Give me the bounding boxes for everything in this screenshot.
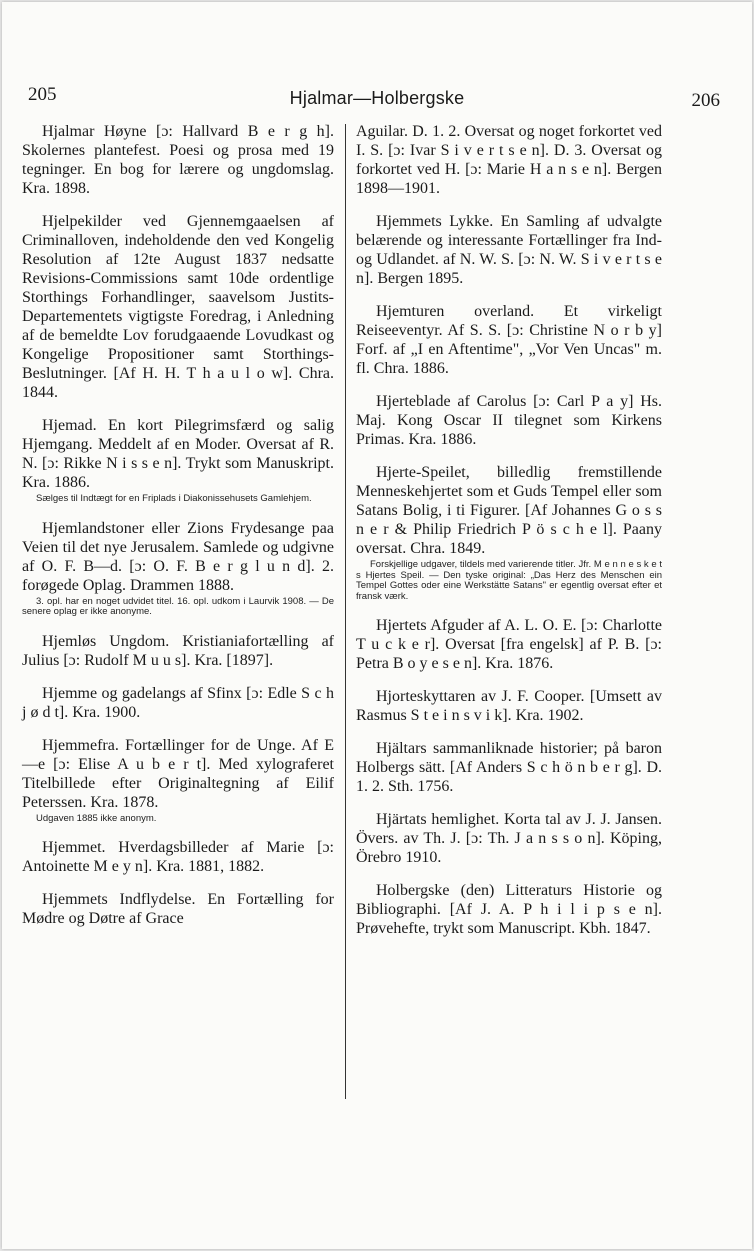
entry: Hjelpekilder ved Gjennemgaaelsen af Criminalloven, indeholdende den ved Kongelig Resolution af 12te August 1837 nedsatte Revisions-Commissions samt 10de ordentlige Storthings Forhandlinger, saavelsom Justits-Departementets vigtigste Foredrag, i Anledning af de bemeldte Lov forudgaaende Lovudkast og Kongelige Propositioner samt Storthings-Beslutninger. [Af H. H. T h a u l o w]. Chra. 1844. <box>22 213 334 401</box>
column-divider <box>345 124 346 1099</box>
entry-note: 3. opl. har en noget udvidet titel. 16. opl. udkom i Laurvik 1908. — De senere oplag er ikke anonyme. <box>22 595 334 617</box>
page-header <box>2 84 752 114</box>
entry: Hjemmets Lykke. En Samling af udvalgte belærende og interessante Fortællinger fra Ind- og Udlandet. af N. W. S. [ɔ: N. W. S i v e r t s e n]. Bergen 1895. <box>356 213 662 287</box>
entry: Hjalmar Høyne [ɔ: Hallvard B e r g h]. Skolernes plantefest. Poesi og prosa med 19 tegninger. En bog for lærere og ungdomslag. Kra. 1898. <box>22 123 334 197</box>
entry: Hjemmet. Hverdagsbilleder af Marie [ɔ: Antoinette M e y n]. Kra. 1881, 1882. <box>22 839 334 875</box>
running-head: Hjalmar—Holbergske <box>289 88 465 108</box>
entry: Holbergske (den) Litteraturs Historie og Bibliographi. [Af J. A. P h i l i p s e n]. Prøvehefte, trykt som Manuscript. Kbh. 1847. <box>356 882 662 937</box>
entry: Hjerteblade af Carolus [ɔ: Carl P a y] Hs. Maj. Kong Oscar II tilegnet som Kirkens Primas. Kra. 1886. <box>356 393 662 448</box>
entry: Hjemløs Ungdom. Kristianiafortælling af Julius [ɔ: Rudolf M u u s]. Kra. [1897]. <box>22 632 334 669</box>
left-column <box>22 122 334 928</box>
entry: Hjemturen overland. Et virkeligt Reiseeventyr. Af S. S. [ɔ: Christine N o r b y] Forf. af „I en Aftentime", „Vor Ven Uncas" m. fl. Chra. 1886. <box>356 303 662 377</box>
entry: Hjertets Afguder af A. L. O. E. [ɔ: Charlotte T u c k e r]. Oversat [fra engelsk] af P. B. [ɔ: Petra B o y e s e n]. Kra. 1876. <box>356 617 662 672</box>
entry-note: Forskjellige udgaver, tildels med varierende titler. Jfr. M e n n e s k e t s Hjertes Speil. — Den tyske original: „Das Herz des Menschen ein Tempel Gottes oder eine Werkstätte Satans" er egentlig oversat efter et fransk værk. <box>356 559 662 602</box>
entry: Hjältars sammanliknade historier; på baron Holbergs sätt. [Af Anders S c h ö n b e r g]. D. 1. 2. Sth. 1756. <box>356 740 662 795</box>
entry: Hjerte-Speilet, billedlig fremstillende Menneskehjertet som et Guds Tempel eller som Satans Bolig, i ti Figurer. [Af Johannes G o s s n e r & Philip Friedrich P ö s c h e l]. Paany oversat. Chra. 1849. <box>356 464 662 557</box>
entry: Hjemmefra. Fortællinger for de Unge. Af E—e [ɔ: Elise A u b e r t]. Med xylograferet Titelbillede efter Originaltegning af Eilif Peterssen. Kra. 1878. <box>22 736 334 811</box>
right-column <box>356 122 662 938</box>
page-number-right: 206 <box>691 90 720 111</box>
entry: Hjemlandstoner eller Zions Frydesange paa Veien til det nye Jerusalem. Samlede og udgivne af O. F. B—d. [ɔ: O. F. B e r g l u n d]. 2. forøgede Oplag. Drammen 1888. <box>22 519 334 594</box>
entry: Hjemad. En kort Pilegrimsfærd og salig Hjemgang. Meddelt af en Moder. Oversat af R. N. [ɔ: Rikke N i s s e n]. Trykt som Manuskript. Kra. 1886. <box>22 417 334 491</box>
entry: Hjorteskyttaren av J. F. Cooper. [Umsett av Rasmus S t e i n s v i k]. Kra. 1902. <box>356 688 662 724</box>
page-number-left: 205 <box>28 84 57 105</box>
entry-continued: Aguilar. D. 1. 2. Oversat og noget forkortet ved I. S. [ɔ: Ivar S i v e r t s e n]. D. 3. Oversat og forkortet ved H. [ɔ: Marie H a n s e n]. Bergen 1898—1901. <box>356 123 662 197</box>
entry-note: Sælges til Indtægt for en Friplads i Diakonissehusets Gamlehjem. <box>36 493 312 504</box>
entry: Hjemme og gadelangs af Sfinx [ɔ: Edle S c h j ø d t]. Kra. 1900. <box>22 684 334 721</box>
book-page <box>2 2 752 1249</box>
entry-note: Udgaven 1885 ikke anonym. <box>36 812 157 824</box>
entry: Hjemmets Indflydelse. En Fortælling for Mødre og Døtre af Grace <box>22 891 334 927</box>
entry: Hjärtats hemlighet. Korta tal av J. J. Jansen. Övers. av Th. J. [ɔ: Th. J a n s s o n]. Köping, Örebro 1910. <box>356 811 662 866</box>
